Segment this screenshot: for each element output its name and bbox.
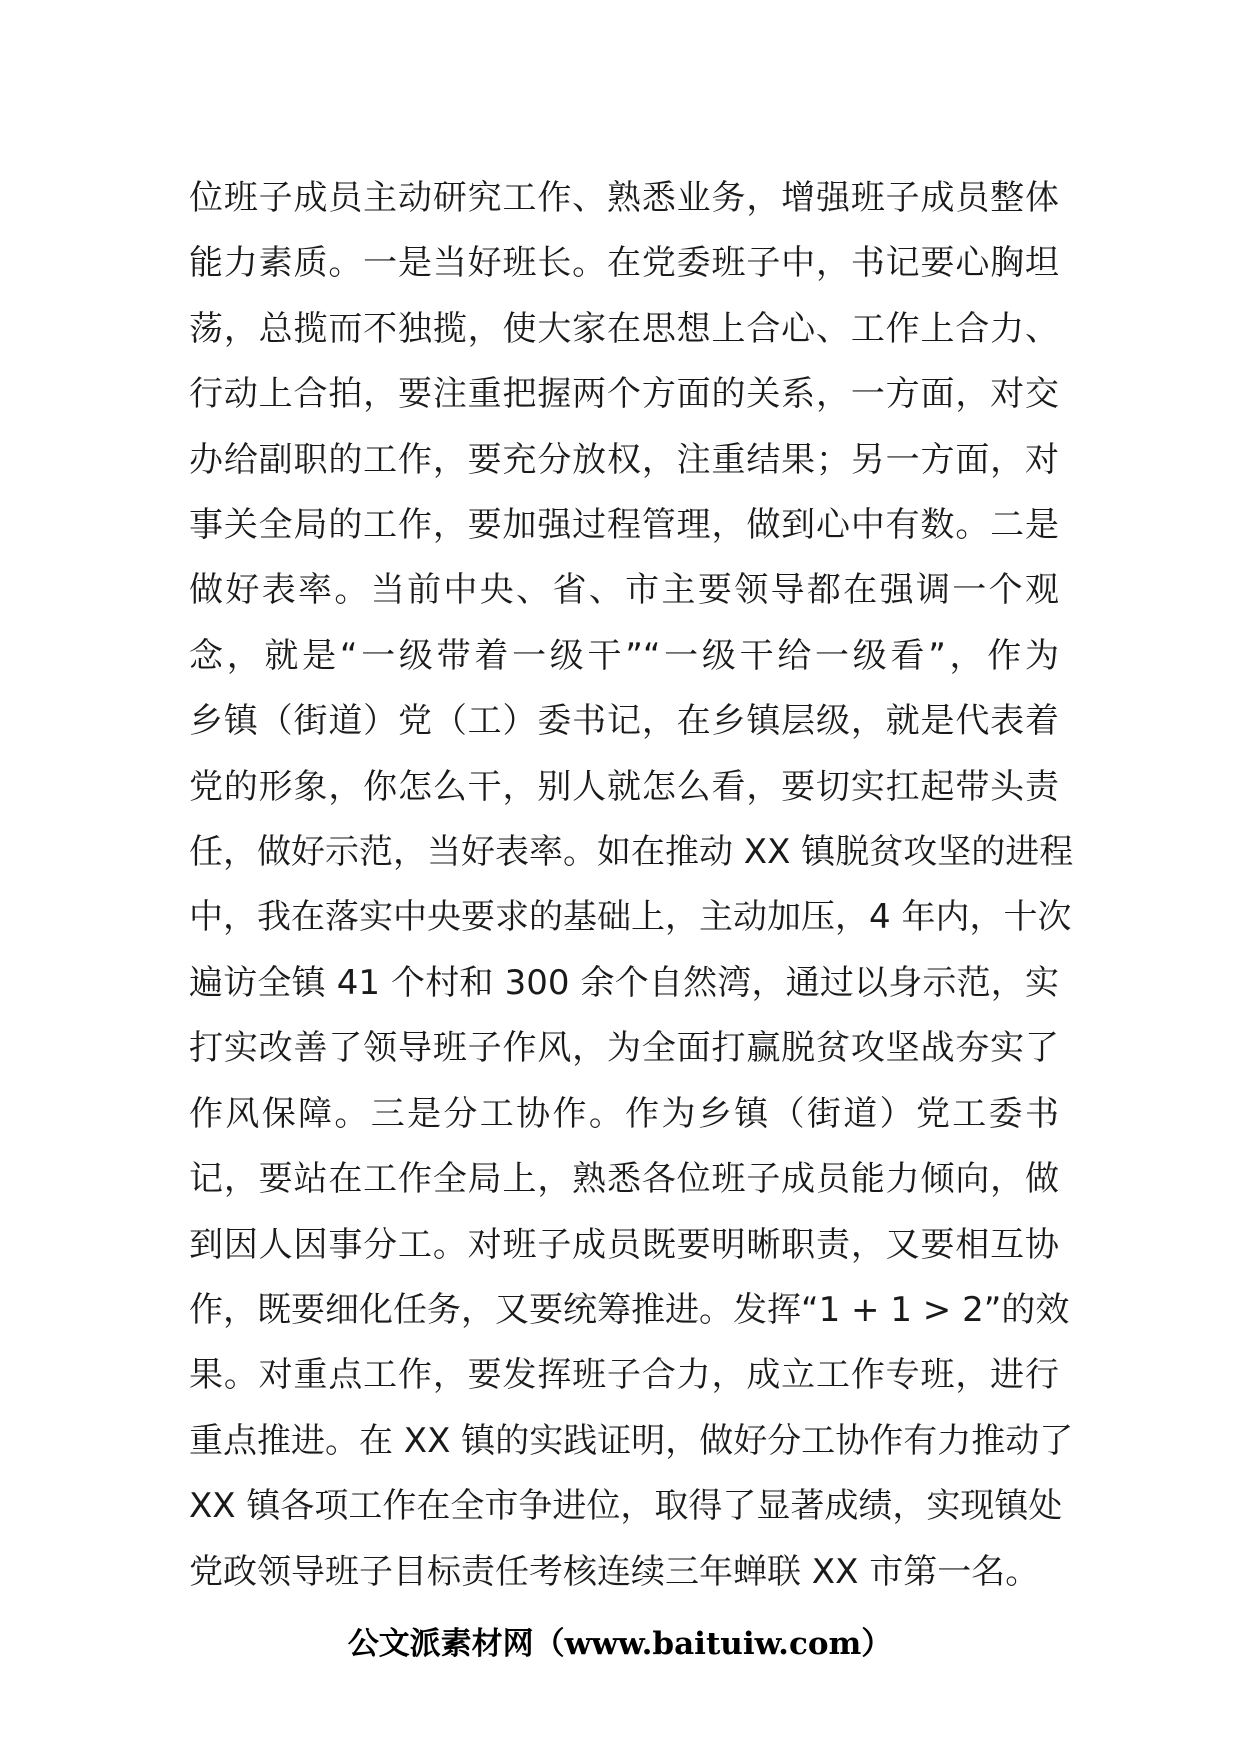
text-line: 重点推进。在 XX 镇的实践证明，做好分工协作有力推动了 [189, 1420, 1074, 1461]
text-line: 记，要站在工作全局上，熟悉各位班子成员能力倾向，做 [189, 1159, 1059, 1200]
text-line: 乡镇（街道）党（工）委书记，在乡镇层级，就是代表着 [189, 701, 1059, 742]
text-line: 果。对重点工作，要发挥班子合力，成立工作专班，进行 [189, 1355, 1059, 1396]
text-line: 作风保障。三是分工协作。作为乡镇（街道）党工委书 [189, 1093, 1059, 1134]
text-line: 作，既要细化任务，又要统筹推进。发挥“1 + 1 > 2”的效 [189, 1289, 1070, 1330]
text-line: 遍访全镇 41 个村和 300 余个自然湾，通过以身示范，实 [189, 962, 1059, 1003]
text-line: 打实改善了领导班子作风，为全面打赢脱贫攻坚战夯实了 [189, 1028, 1059, 1069]
text-line: 念，就是“一级带着一级干”“一级干给一级看”，作为 [189, 635, 1059, 676]
text-line: 事关全局的工作，要加强过程管理，做到心中有数。二是 [189, 505, 1059, 546]
text-line: 位班子成员主动研究工作、熟悉业务，增强班子成员整体 [189, 178, 1059, 218]
text-line-last: 党政领导班子目标责任考核连续三年蝉联 XX 市第一名。 [189, 1551, 1040, 1592]
text-line: XX 镇各项工作在全市争进位，取得了显著成绩，实现镇处 [189, 1486, 1063, 1527]
text-line: 中，我在落实中央要求的基础上，主动加压，4 年内，十次 [189, 897, 1072, 938]
text-line: 办给副职的工作，要充分放权，注重结果；另一方面，对 [189, 439, 1059, 480]
body-text [189, 166, 1074, 1605]
footer-watermark: 公文派素材网（www.baituiw.com） [347, 1626, 893, 1662]
text-line: 做好表率。当前中央、省、市主要领导都在强调一个观 [189, 570, 1059, 611]
text-line: 到因人因事分工。对班子成员既要明晰职责，又要相互协 [189, 1224, 1059, 1265]
text-line: 党的形象，你怎么干，别人就怎么看，要切实扛起带头责 [189, 766, 1059, 807]
text-line: 能力素质。一是当好班长。在党委班子中，书记要心胸坦 [189, 243, 1059, 284]
text-line: 行动上合拍，要注重把握两个方面的关系，一方面，对交 [189, 374, 1059, 415]
text-line: 荡，总揽而不独揽，使大家在思想上合心、工作上合力、 [189, 308, 1059, 349]
text-line: 任，做好示范，当好表率。如在推动 XX 镇脱贫攻坚的进程 [189, 832, 1074, 873]
